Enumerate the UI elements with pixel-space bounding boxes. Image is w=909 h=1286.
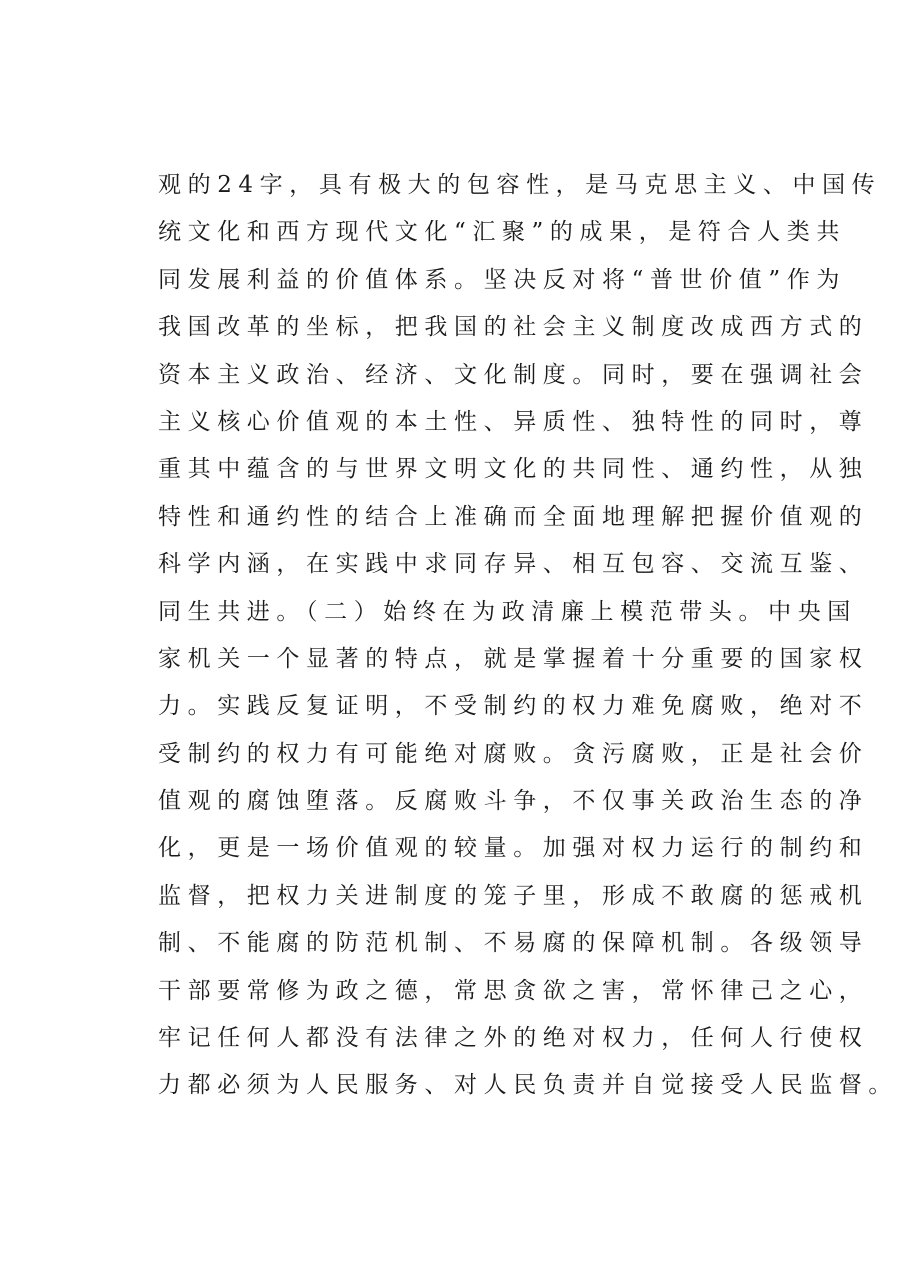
text-line: 力。实践反复证明，不受制约的权力难免腐败，绝对不 xyxy=(158,693,869,720)
body-paragraph xyxy=(158,162,898,1110)
text-line: 同生共进。（二）始终在为政清廉上模范带头。中央国 xyxy=(158,598,857,625)
text-line: 家机关一个显著的特点，就是掌握着十分重要的国家权 xyxy=(158,645,869,672)
text-line: 牢记任何人都没有法律之外的绝对权力，任何人行使权 xyxy=(158,1025,869,1052)
text-line: 化，更是一场价值观的较量。加强对权力运行的制约和 xyxy=(158,835,869,862)
text-line: 观的24字，具有极大的包容性，是马克思主义、中国传 xyxy=(158,172,882,198)
text-line: 值观的腐蚀堕落。反腐败斗争，不仅事关政治生态的净 xyxy=(158,788,869,815)
text-line: 制、不能腐的防范机制、不易腐的保障机制。各级领导 xyxy=(158,930,869,957)
text-line: 力都必须为人民服务、对人民负责并自觉接受人民监督。 xyxy=(158,1072,898,1099)
text-line: 干部要常修为政之德，常思贪欲之害，常怀律己之心， xyxy=(158,977,869,1004)
text-line: 受制约的权力有可能绝对腐败。贪污腐败，正是社会价 xyxy=(158,740,869,767)
text-line: 科学内涵，在实践中求同存异、相互包容、交流互鉴、 xyxy=(158,551,869,578)
text-line: 统文化和西方现代文化“汇聚”的成果，是符合人类共 xyxy=(158,219,846,246)
text-line: 我国改革的坐标，把我国的社会主义制度改成西方式的 xyxy=(158,314,869,341)
text-line: 同发展利益的价值体系。坚决反对将“普世价值”作为 xyxy=(158,266,846,293)
text-line: 特性和通约性的结合上准确而全面地理解把握价值观的 xyxy=(158,503,869,530)
text-line: 主义核心价值观的本土性、异质性、独特性的同时，尊 xyxy=(158,408,869,435)
text-line: 资本主义政治、经济、文化制度。同时，要在强调社会 xyxy=(158,361,869,388)
text-line: 监督，把权力关进制度的笼子里，形成不敢腐的惩戒机 xyxy=(158,882,869,909)
text-line: 重其中蕴含的与世界文明文化的共同性、通约性，从独 xyxy=(158,456,869,483)
